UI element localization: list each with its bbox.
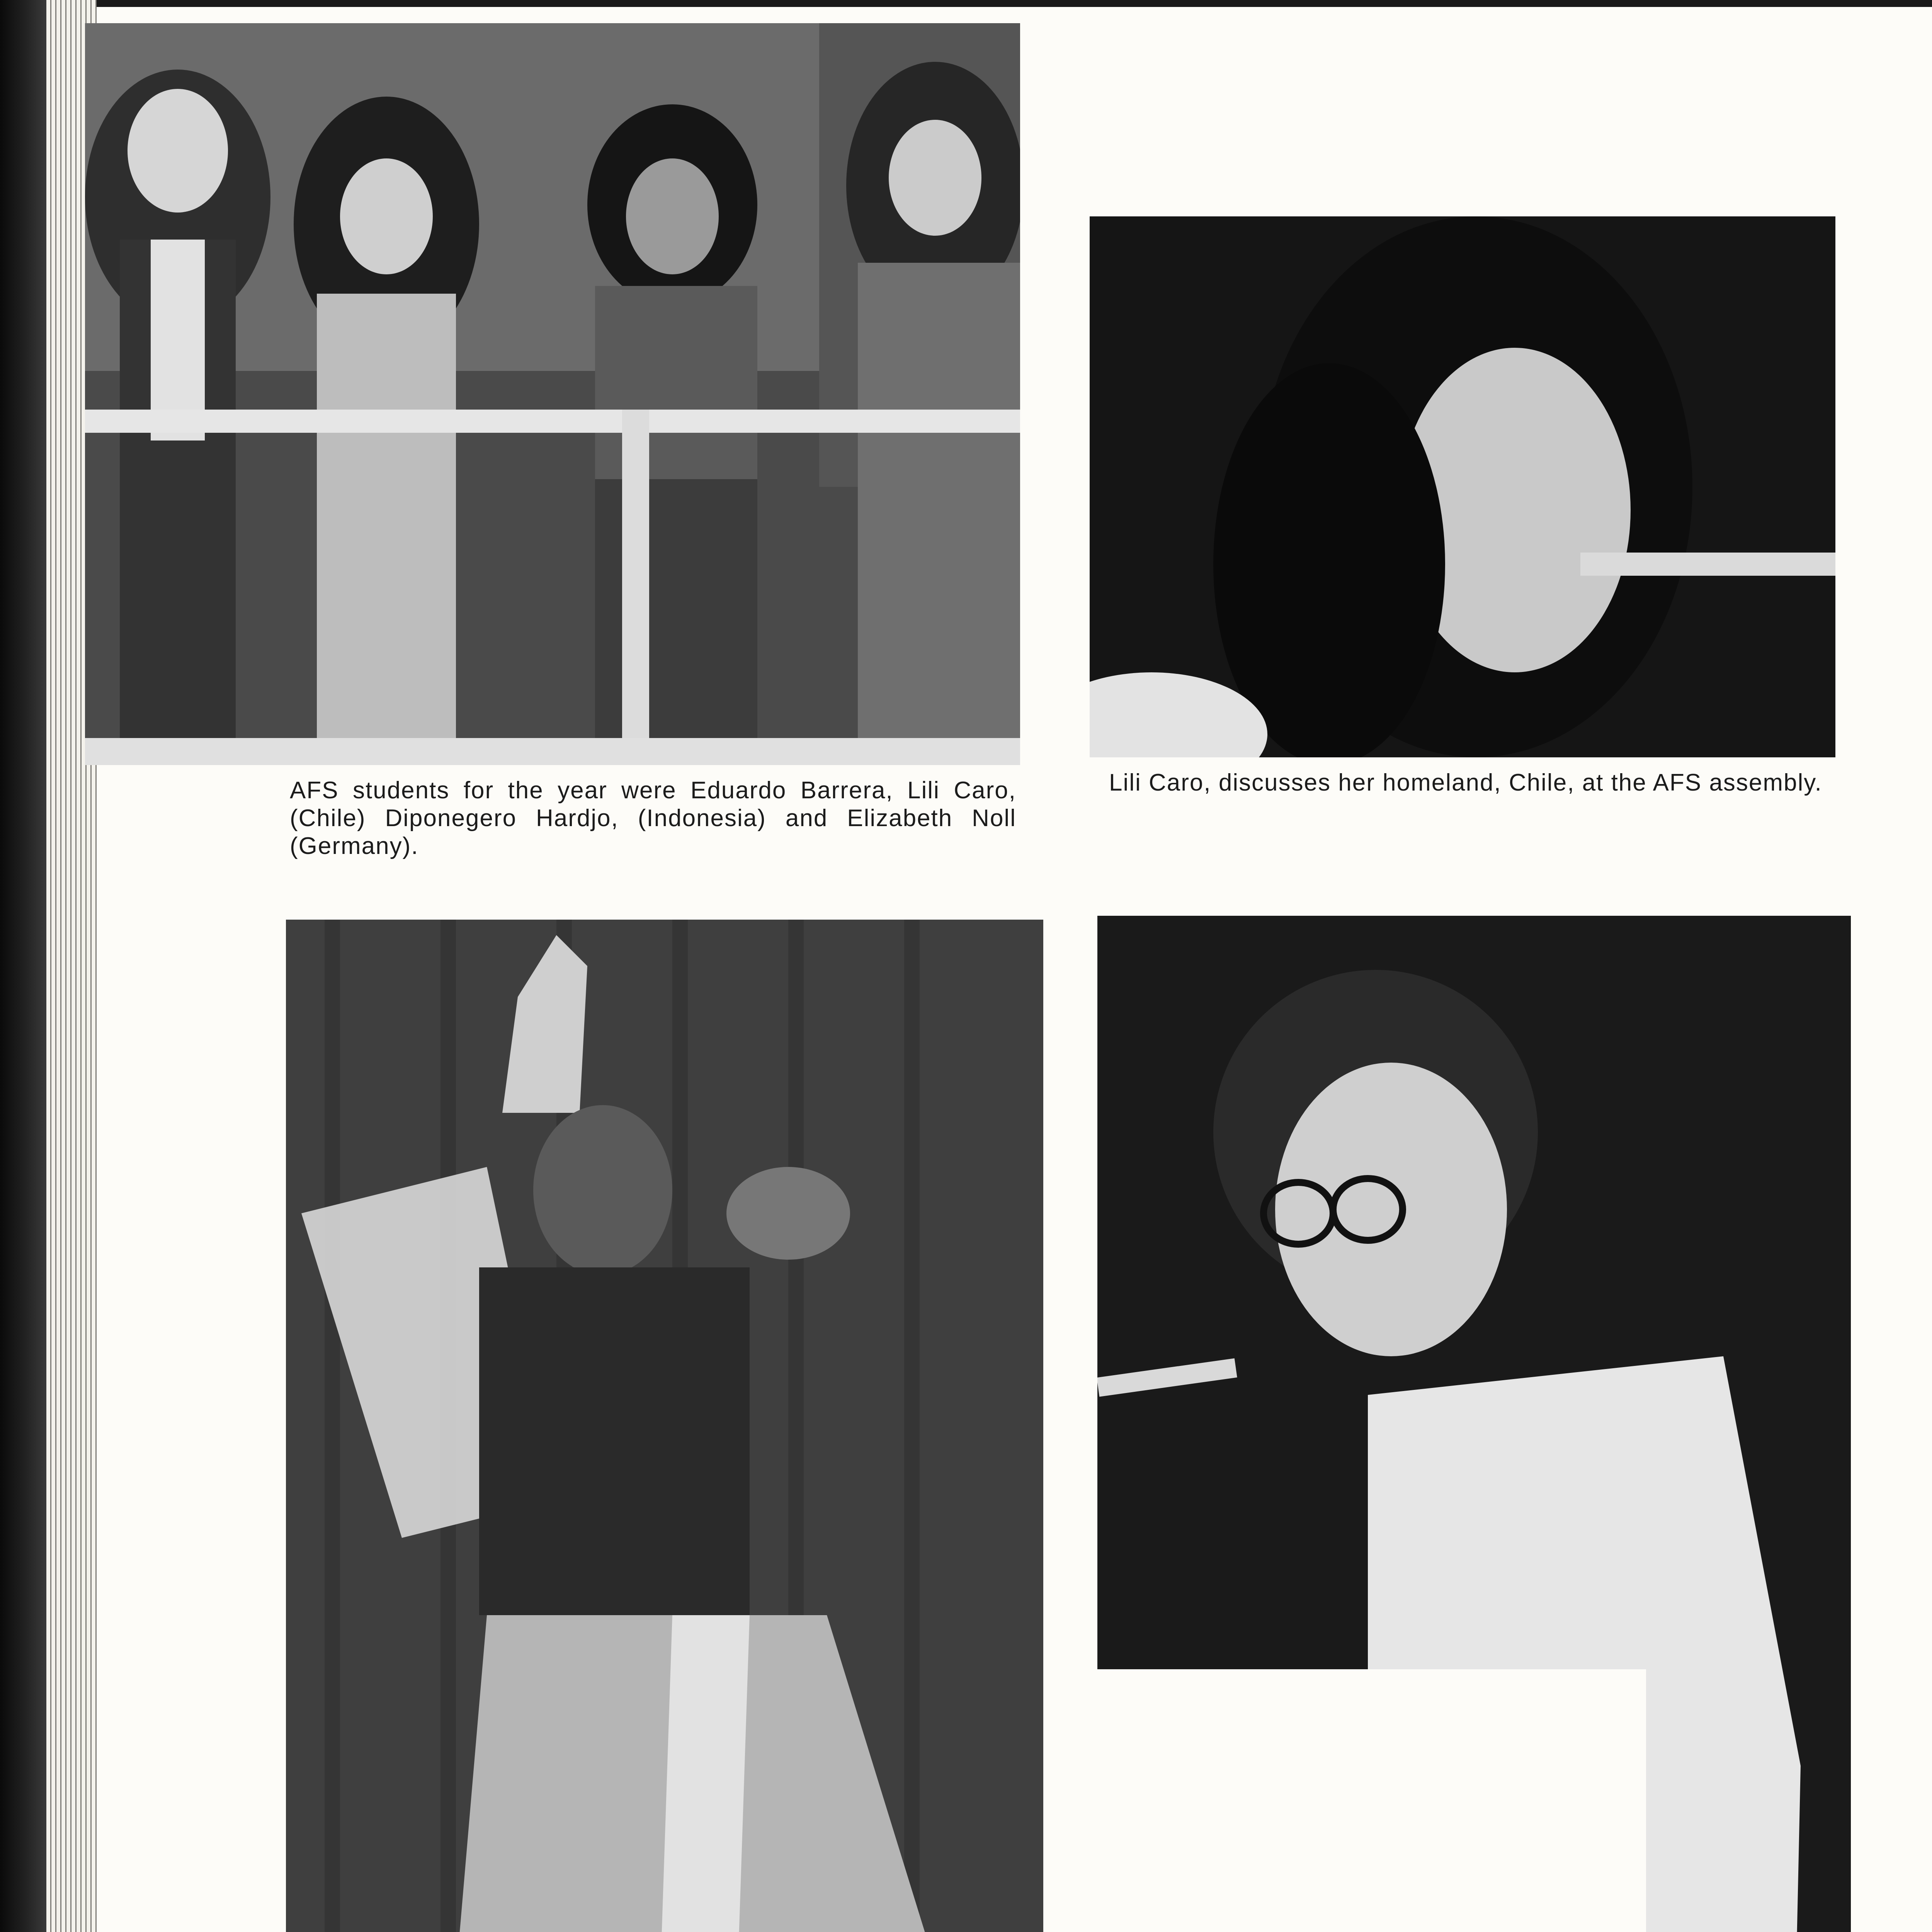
group-photo-image bbox=[85, 23, 1020, 765]
dance-photo-image bbox=[286, 920, 1043, 1932]
lili-photo-image bbox=[1090, 216, 1835, 757]
photo-diponegero-dance bbox=[286, 920, 1043, 1932]
elizabeth-photo-image bbox=[1097, 916, 1851, 1932]
book-binding bbox=[0, 0, 46, 1932]
caption-afs-students-group: AFS students for the year were Eduardo Barrera, Lili Caro, (Chile) Diponegero Hardjo, (Indonesia) and Elizabeth Noll (Germany). bbox=[290, 777, 1016, 859]
caption-lili-caro: Lili Caro, discusses her homeland, Chile, at the AFS assembly. bbox=[1109, 769, 1822, 796]
photo-afs-students-group bbox=[85, 23, 1020, 765]
photo-elizabeth-noll-microphone bbox=[1097, 916, 1851, 1932]
photo-lili-caro-microphone bbox=[1090, 216, 1835, 757]
page-top-shadow bbox=[0, 0, 1932, 7]
